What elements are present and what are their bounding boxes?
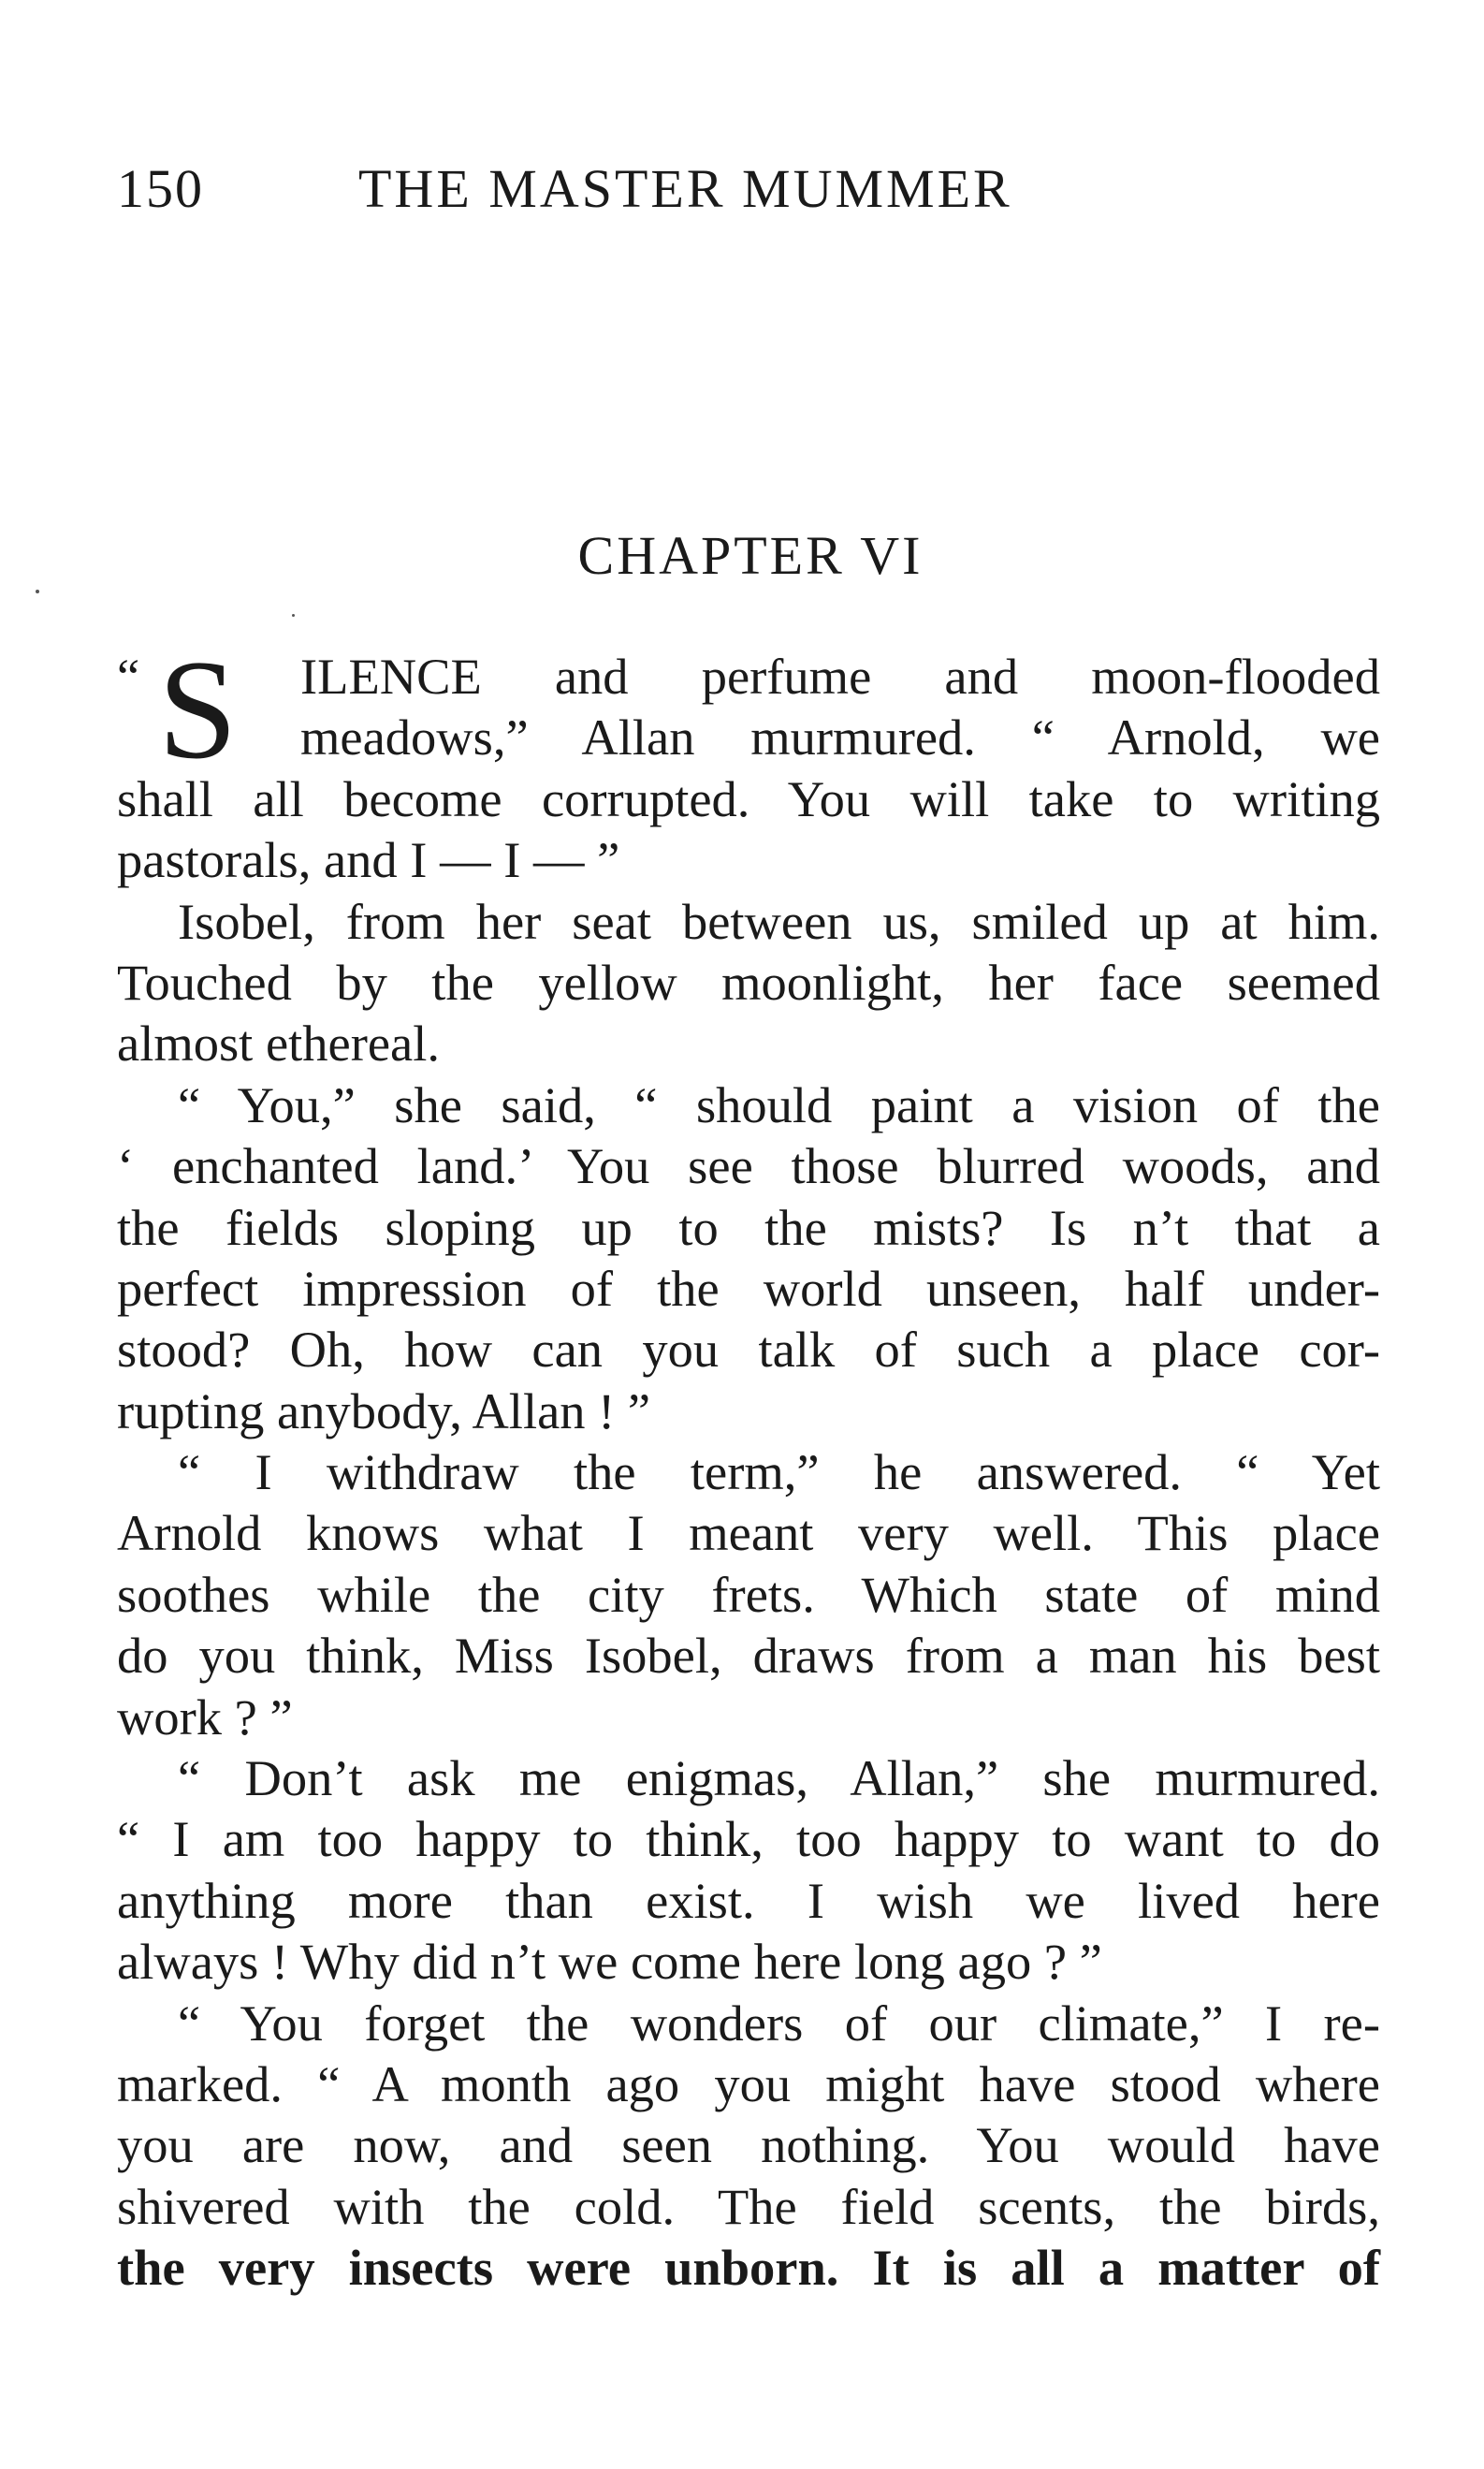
drop-cap: S: [158, 631, 238, 788]
text-line: perfect impression of the world unseen, half under-: [117, 1259, 1380, 1317]
running-head: [117, 157, 1371, 223]
text-line: Touched by the yellow moonlight, her face seemed: [117, 953, 1380, 1011]
text-line: shivered with the cold. The field scents, the birds,: [117, 2177, 1380, 2235]
page-number: 150: [117, 158, 204, 219]
text-line: ‘ enchanted land.’ You see those blurred woods, and: [117, 1137, 1380, 1195]
text-line: shall all become corrupted. You will take to writing: [117, 769, 1380, 827]
text-line: Isobel, from her seat between us, smiled up at him.: [178, 892, 1380, 950]
text-line: rupting anybody, Allan ! ”: [117, 1381, 651, 1439]
text-line: Arnold knows what I meant very well. This place: [117, 1504, 1380, 1562]
text-line: meadows,” Allan murmured. “ Arnold, we: [300, 709, 1380, 767]
text-line: do you think, Miss Isobel, draws from a man his best: [117, 1627, 1380, 1685]
text-line: always ! Why did n’t we come here long ago ? ”: [117, 1933, 1102, 1991]
text-line: anything more than exist. I wish we lived here: [117, 1871, 1380, 1929]
text-line: pastorals, and I — I — ”: [117, 831, 620, 889]
running-title: THE MASTER MUMMER: [358, 158, 1012, 219]
text-line: “ Don’t ask me enigmas, Allan,” she murmured.: [178, 1749, 1380, 1807]
text-line: work ? ”: [117, 1687, 293, 1746]
text-line: you are now, and seen nothing. You would have: [117, 2116, 1380, 2174]
text-line: almost ethereal.: [117, 1015, 441, 1073]
text-line: “ I am too happy to think, too happy to want to do: [117, 1810, 1380, 1868]
text-line: soothes while the city frets. Which state of mind: [117, 1565, 1380, 1623]
scan-speck: [292, 614, 295, 617]
text-line: marked. “ A month ago you might have stood where: [117, 2054, 1380, 2112]
scan-speck: [36, 590, 39, 593]
text-line: the very insects were unborn. It is all a matter of: [117, 2239, 1380, 2297]
text-line: ILENCE and perfume and moon-flooded: [300, 648, 1380, 705]
text-line: the fields sloping up to the mists? Is n’t that a: [117, 1198, 1380, 1256]
text-line: “ You forget the wonders of our climate,” I re-: [178, 1994, 1380, 2052]
chapter-body: [117, 631, 1380, 2299]
opening-quote-mark: “: [117, 648, 140, 705]
chapter-heading: CHAPTER VI: [577, 525, 924, 586]
text-line: stood? Oh, how can you talk of such a place cor-: [117, 1321, 1380, 1379]
text-line: “ I withdraw the term,” he answered. “ Yet: [178, 1443, 1380, 1501]
text-line: “ You,” she said, “ should paint a vision of the: [178, 1075, 1380, 1133]
